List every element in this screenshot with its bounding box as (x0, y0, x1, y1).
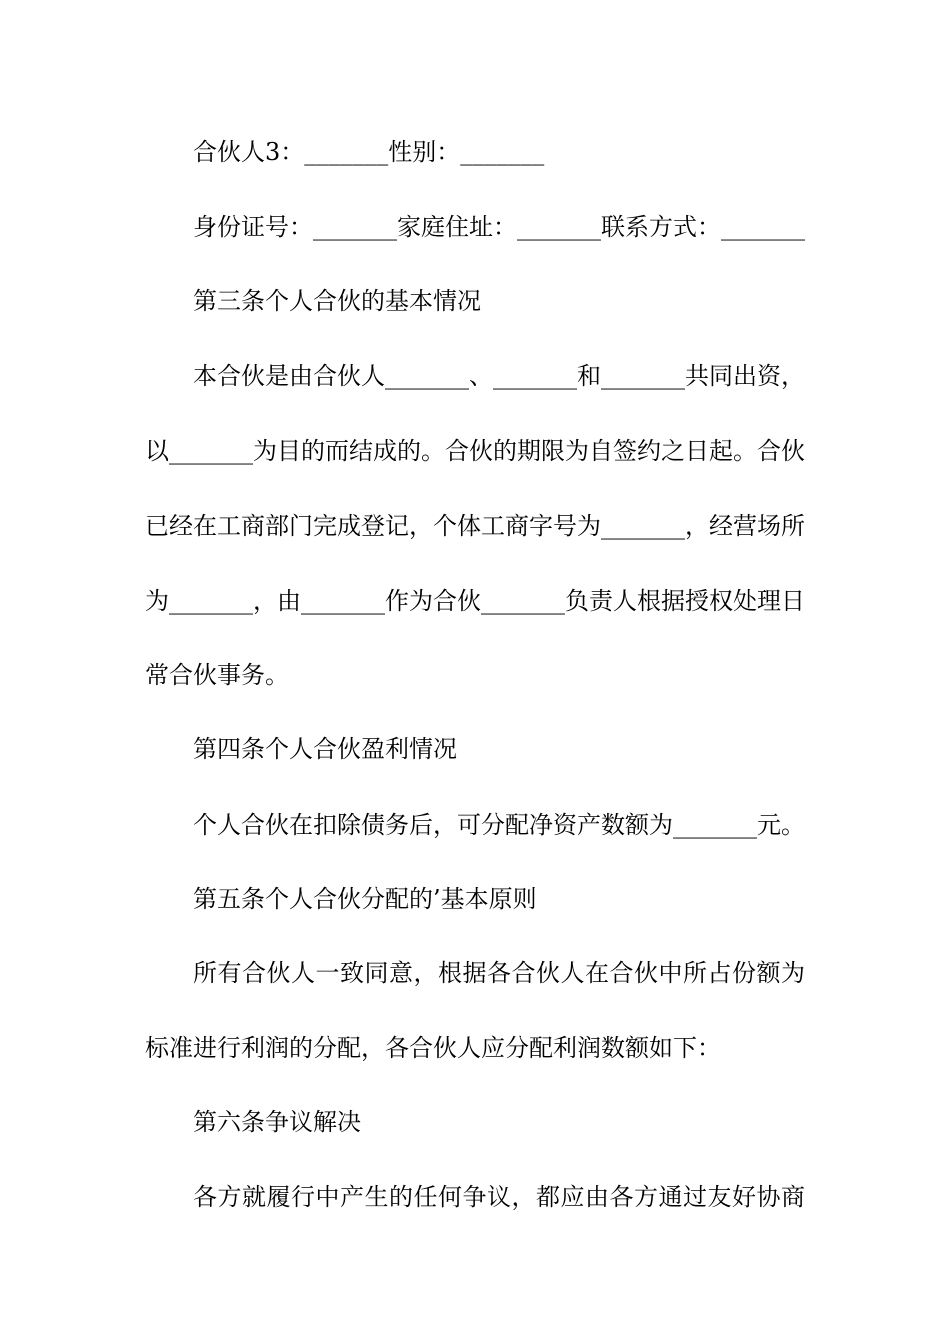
partner3-line: 合伙人3：_______性别：_______ (193, 138, 545, 166)
partner3-id-line: 身份证号：_______家庭住址：_______联系方式：_______ (193, 213, 805, 241)
article-6-para-line-1: 各方就履行中产生的任何争议，都应由各方通过友好协商 (193, 1183, 805, 1211)
article-3-para-line-5: 常合伙事务。 (145, 661, 289, 689)
article-3-para-line-3: 已经在工商部门完成登记，个体工商字号为_______，经营场所 (145, 512, 805, 540)
article-4-para: 个人合伙在扣除债务后，可分配净资产数额为_______元。 (193, 811, 805, 839)
article-3-para-line-4: 为_______，由_______作为合伙_______负责人根据授权处理日 (145, 587, 805, 615)
article-6-heading: 第六条争议解决 (193, 1108, 361, 1136)
article-4-heading: 第四条个人合伙盈利情况 (193, 735, 457, 763)
article-5-para-line-1: 所有合伙人一致同意，根据各合伙人在合伙中所占份额为 (193, 959, 805, 987)
article-5-para-line-2: 标准进行利润的分配，各合伙人应分配利润数额如下： (145, 1034, 721, 1062)
article-3-para-line-2: 以_______为目的而结成的。合伙的期限为自签约之日起。合伙 (145, 437, 805, 465)
article-3-para-line-1: 本合伙是由合伙人_______、_______和_______共同出资， (193, 362, 805, 390)
article-3-heading: 第三条个人合伙的基本情况 (193, 287, 481, 315)
article-5-heading: 第五条个人合伙分配的’基本原则 (193, 885, 537, 913)
